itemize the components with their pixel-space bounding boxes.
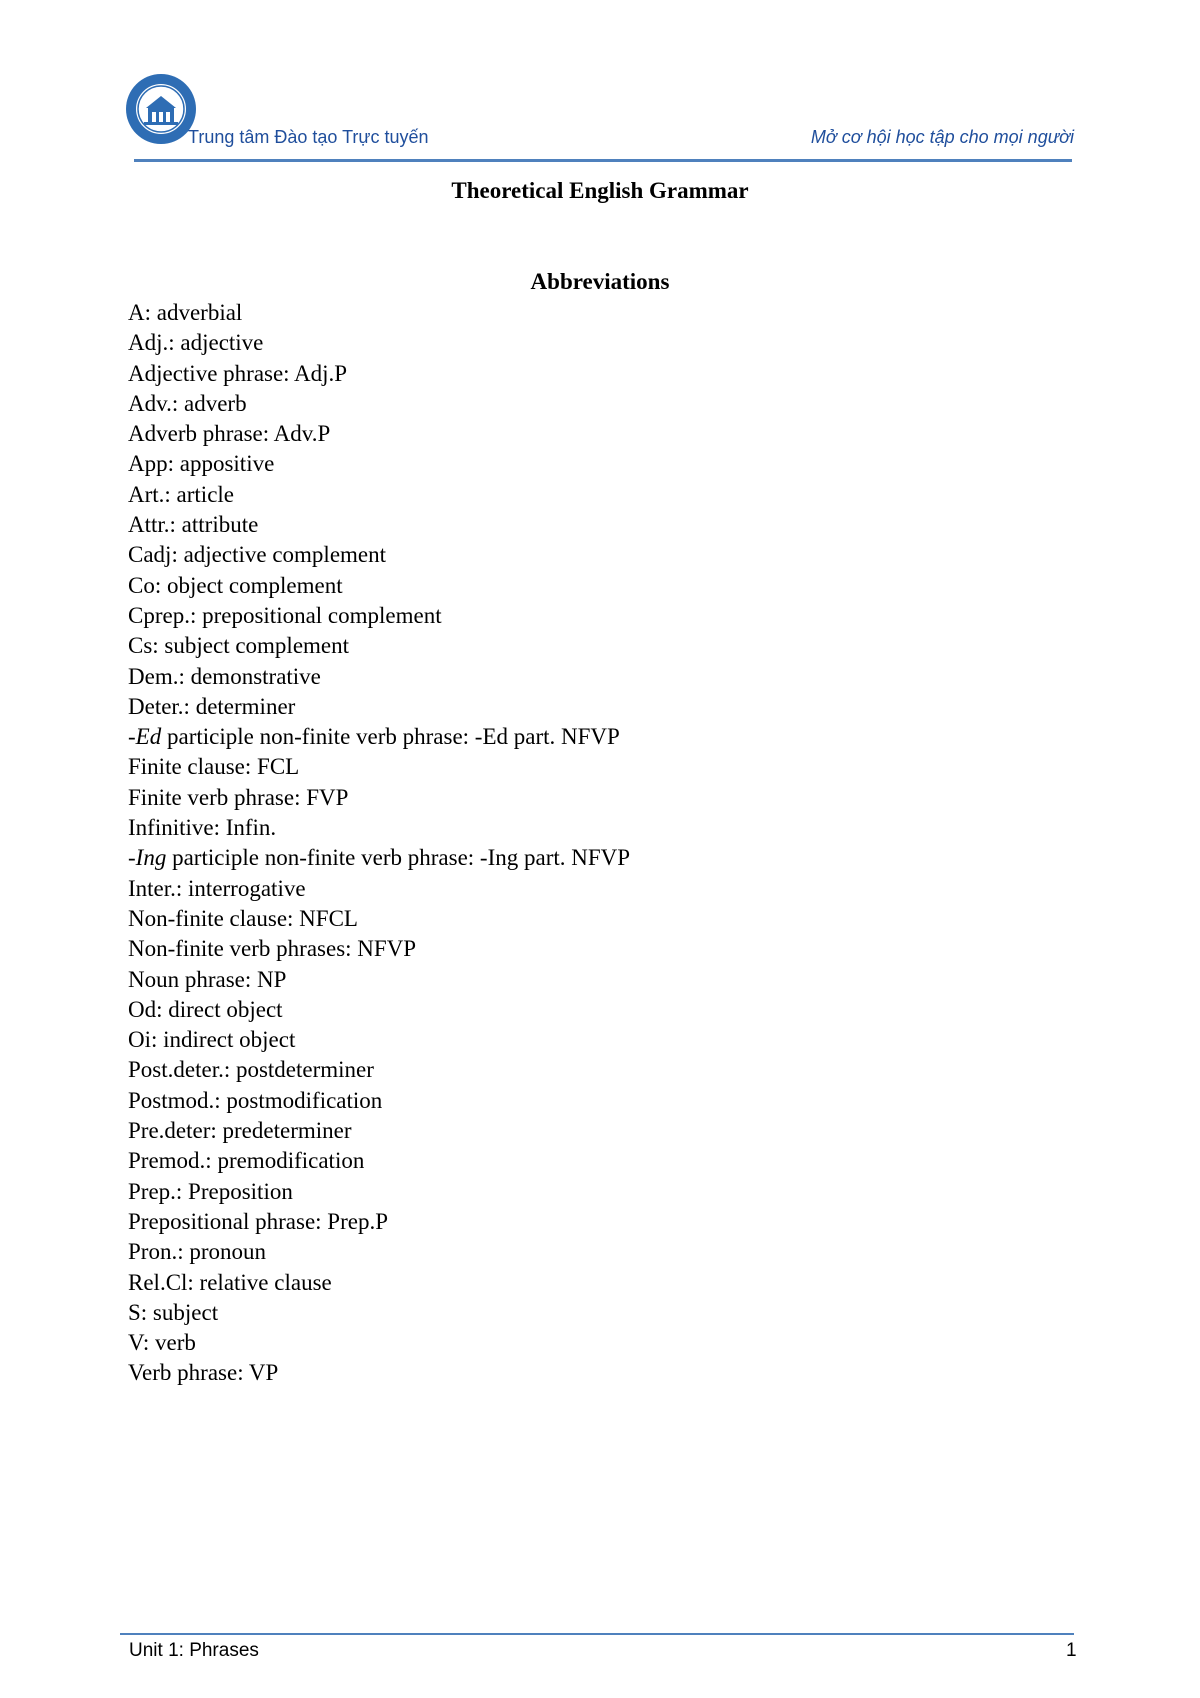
abbreviation-item: Attr.: attribute (128, 512, 259, 538)
abbreviation-item: Non-finite verb phrases: NFVP (128, 936, 417, 962)
section-title: Abbreviations (530, 269, 670, 294)
header-slogan: Mở cơ hội học tập cho mọi người (810, 127, 1074, 147)
abbreviation-item: Adj.: adjective (128, 330, 264, 356)
abbreviation-item: Verb phrase: VP (128, 1360, 279, 1386)
footer-page-number: 1 (1066, 1640, 1077, 1661)
abbreviation-item: Cadj: adjective complement (128, 542, 387, 568)
abbreviation-item: Deter.: determiner (128, 693, 296, 719)
abbreviation-item: Co: object complement (128, 572, 343, 598)
abbreviation-item: Oi: indirect object (128, 1027, 296, 1053)
header-center-name: Trung tâm Đào tạo Trực tuyến (188, 127, 429, 147)
abbreviation-item: Od: direct object (128, 996, 283, 1022)
abbreviation-item: Rel.Cl: relative clause (128, 1269, 332, 1295)
footer-unit-label: Unit 1: Phrases (129, 1640, 259, 1661)
abbreviation-item: Adverb phrase: Adv.P (128, 421, 331, 447)
abbreviation-item: -Ing participle non-finite verb phrase: -Ing part. NFVP (128, 845, 631, 871)
abbreviation-item: A: adverbial (128, 300, 243, 325)
university-seal-icon (124, 72, 198, 146)
abbreviation-item: Inter.: interrogative (128, 875, 306, 901)
abbreviation-item: Pron.: pronoun (128, 1239, 266, 1265)
abbreviation-item: Infinitive: Infin. (128, 815, 277, 841)
abbreviation-item: Post.deter.: postdeterminer (128, 1057, 374, 1083)
abbreviation-item: Prepositional phrase: Prep.P (128, 1208, 388, 1234)
abbreviation-item: Prep.: Preposition (128, 1178, 293, 1204)
abbreviation-item: Adv.: adverb (128, 390, 247, 416)
document-title: Theoretical English Grammar (451, 178, 749, 203)
abbreviation-item: Non-finite clause: NFCL (128, 905, 358, 931)
abbreviation-item: Finite clause: FCL (128, 754, 300, 780)
abbreviation-item: Finite verb phrase: FVP (128, 784, 349, 810)
abbreviation-item: Noun phrase: NP (128, 966, 287, 992)
abbreviation-item: Cs: subject complement (128, 633, 350, 659)
abbreviation-item: Dem.: demonstrative (128, 663, 321, 689)
abbreviation-item: -Ed participle non-finite verb phrase: -Ed part. NFVP (128, 724, 620, 750)
abbreviation-item: Pre.deter: predeterminer (128, 1118, 352, 1144)
abbreviation-item: V: verb (128, 1330, 196, 1356)
abbreviation-item: Premod.: premodification (128, 1148, 365, 1174)
header-divider (134, 159, 1072, 162)
abbreviation-item: App: appositive (128, 451, 275, 477)
abbreviation-item: Adjective phrase: Adj.P (128, 360, 348, 386)
abbreviation-item: S: subject (128, 1299, 219, 1325)
abbreviation-list (128, 298, 630, 1389)
abbreviation-item: Postmod.: postmodification (128, 1087, 383, 1113)
abbreviation-item: Cprep.: prepositional complement (128, 602, 442, 628)
footer-divider (120, 1633, 1074, 1635)
page-header (0, 0, 1200, 170)
abbreviation-item: Art.: article (128, 481, 235, 507)
